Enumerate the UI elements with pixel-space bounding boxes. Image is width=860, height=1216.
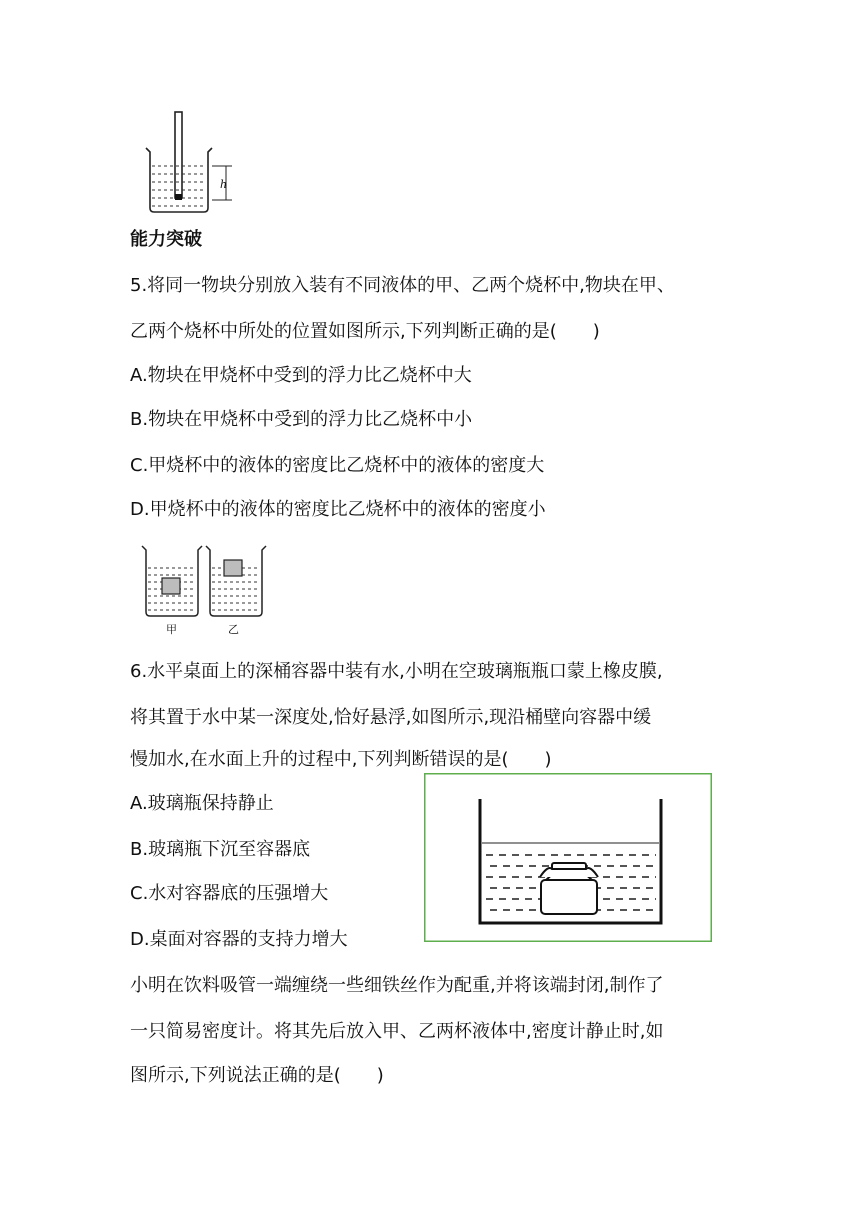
q5-option-a: A.物块在甲烧杯中受到的浮力比乙烧杯中大 [130, 365, 472, 386]
q6-option-c: C.水对容器底的压强增大 [130, 883, 329, 904]
q6-line1: 6.水平桌面上的深桶容器中装有水,小明在空玻璃瓶瓶口蒙上橡皮膜, [130, 661, 663, 682]
q6-line2: 将其置于水中某一深度处,恰好悬浮,如图所示,现沿桶壁向容器中缓 [130, 707, 652, 728]
q6-option-d: D.桌面对容器的支持力增大 [130, 929, 348, 950]
bucket-bottle-figure [424, 773, 712, 943]
q5-line1: 5.将同一物块分别放入装有不同液体的甲、乙两个烧杯中,物块在甲、 [130, 275, 675, 296]
label-jia: 甲 [166, 623, 177, 636]
q5-option-d: D.甲烧杯中的液体的密度比乙烧杯中的液体的密度小 [130, 499, 546, 520]
q5-line2: 乙两个烧杯中所处的位置如图所示,下列判断正确的是( ) [130, 321, 600, 342]
q6-option-b: B.玻璃瓶下沉至容器底 [130, 839, 311, 860]
q7-line1: 小明在饮料吸管一端缠绕一些细铁丝作为配重,并将该端封闭,制作了 [130, 975, 664, 996]
beaker-densimeter-figure [140, 108, 240, 216]
two-beakers-figure [138, 542, 270, 638]
q6-line3: 慢加水,在水面上升的过程中,下列判断错误的是( ) [130, 749, 552, 770]
q7-line2: 一只简易密度计。将其先后放入甲、乙两杯液体中,密度计静止时,如 [130, 1021, 664, 1042]
section-heading: 能力突破 [130, 229, 202, 250]
label-yi: 乙 [228, 623, 239, 636]
q5-option-b: B.物块在甲烧杯中受到的浮力比乙烧杯中小 [130, 409, 473, 430]
q7-line3: 图所示,下列说法正确的是( ) [130, 1065, 384, 1086]
height-label: h [220, 178, 228, 191]
q5-option-c: C.甲烧杯中的液体的密度比乙烧杯中的液体的密度大 [130, 455, 545, 476]
q6-option-a: A.玻璃瓶保持静止 [130, 793, 274, 814]
